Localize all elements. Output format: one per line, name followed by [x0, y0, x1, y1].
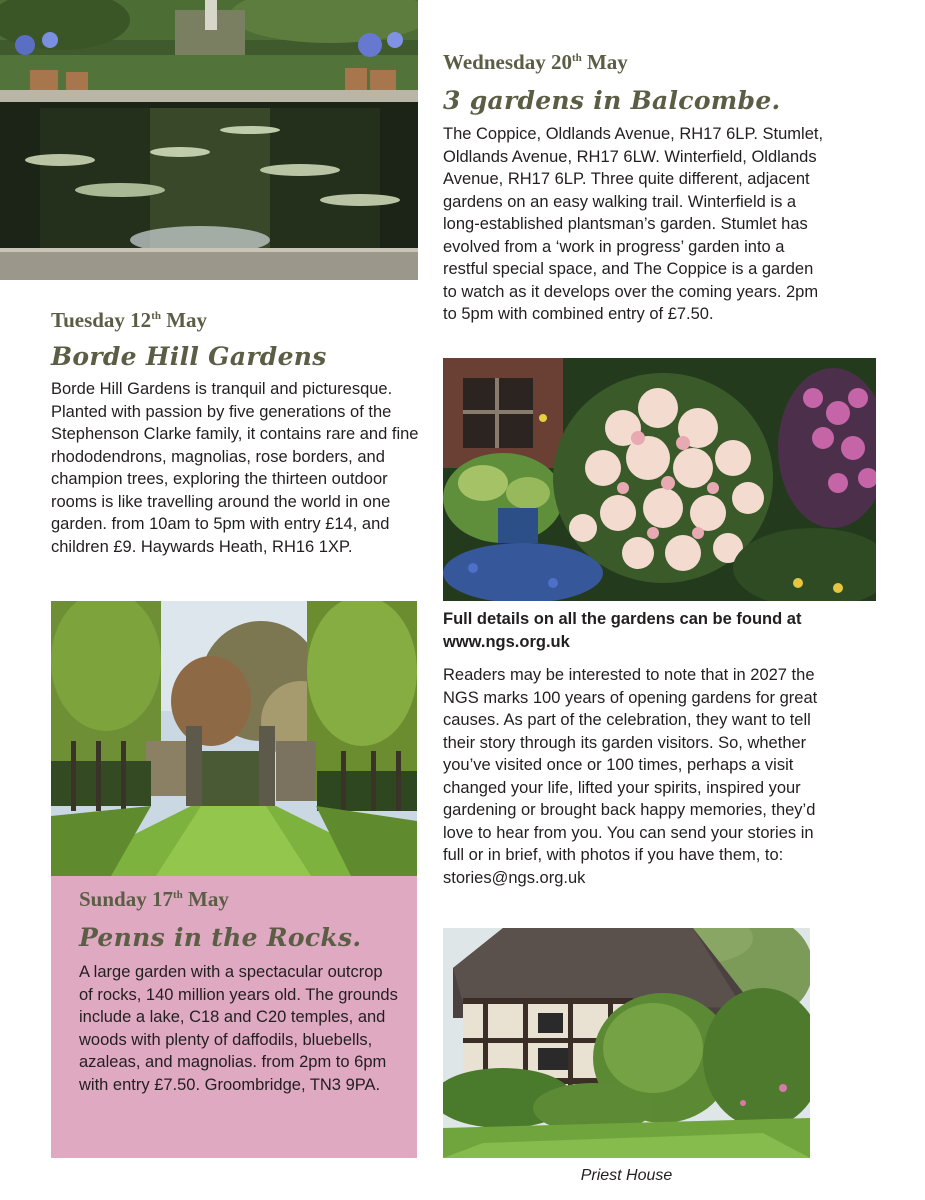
photo-caption: Priest House	[580, 1167, 673, 1184]
event-description-penns: A large garden with a spectacular outcrop of rocks, 140 million years old. The grounds include a lake, C18 and C20 temples, and woods with plenty of daffodils, bluebells, azaleas, and magnolias. from 2pm to 6pm with entry £7.50. Groombridge, TN3 9PA.	[79, 963, 398, 1094]
event-day: Sunday 17	[79, 887, 173, 911]
event-day: Wednesday 20	[443, 50, 572, 74]
event-title-borde-hill: Borde Hill Gardens	[51, 342, 327, 371]
event-month: May	[586, 50, 628, 74]
pond-garden-photo	[0, 0, 418, 280]
event-date-sunday	[79, 889, 229, 910]
event-day: Tuesday 12	[51, 308, 152, 332]
date-suffix: th	[172, 889, 183, 901]
date-suffix: th	[571, 52, 582, 64]
event-title-penns: Penns in the Rocks.	[79, 923, 362, 952]
priest-house-photo	[443, 928, 810, 1158]
rhododendron-photo	[443, 358, 876, 601]
event-description-borde-hill: Borde Hill Gardens is tranquil and picturesque. Planted with passion by five generations of the Stephenson Clarke family, it contains rare and fine rhododendrons, magnolias, rose borders, and champion trees, exploring the thirteen outdoor rooms is like travelling around the world in one garden. from 10am to 5pm with entry £14, and children £9. Haywards Heath, RH16 1XP.	[51, 380, 419, 556]
event-date-wednesday	[443, 52, 628, 73]
event-description-balcombe: The Coppice, Oldlands Avenue, RH17 6LP. Stumlet, Oldlands Avenue, RH17 6LW. Winterfield, Oldlands Avenue, RH17 6LP. Three quite different, adjacent gardens on an easy walking trail. Winterfield is a long-established plantsman’s garden. Stumlet has evolved from a ‘work in progress’ garden into a restful special space, and The Coppice is a garden to watch as it develops over the coming years. 2pm to 5pm with combined entry of £7.50.	[443, 125, 824, 323]
ngs-centenary-note: Readers may be interested to note that in 2027 the NGS marks 100 years of opening gardens for great causes. As part of the celebration, they want to tell their story through its garden visitors. So, whether you’ve visited once or 100 times, perhaps a visit changed your life, lifted your spirits, inspired your gardening or brought back happy memories, they’d love to hear from you. You can send your stories in full or in brief, with photos if you have them, to: stories@ngs.org.uk	[443, 666, 818, 887]
event-month: May	[188, 887, 229, 911]
event-title-balcombe: 3 gardens in Balcombe.	[443, 86, 781, 115]
date-suffix: th	[151, 310, 161, 322]
garden-avenue-photo	[51, 601, 417, 876]
event-date-tuesday	[51, 310, 207, 331]
event-month: May	[166, 308, 208, 332]
ngs-details-note: Full details on all the gardens can be found at www.ngs.org.uk	[443, 610, 802, 651]
